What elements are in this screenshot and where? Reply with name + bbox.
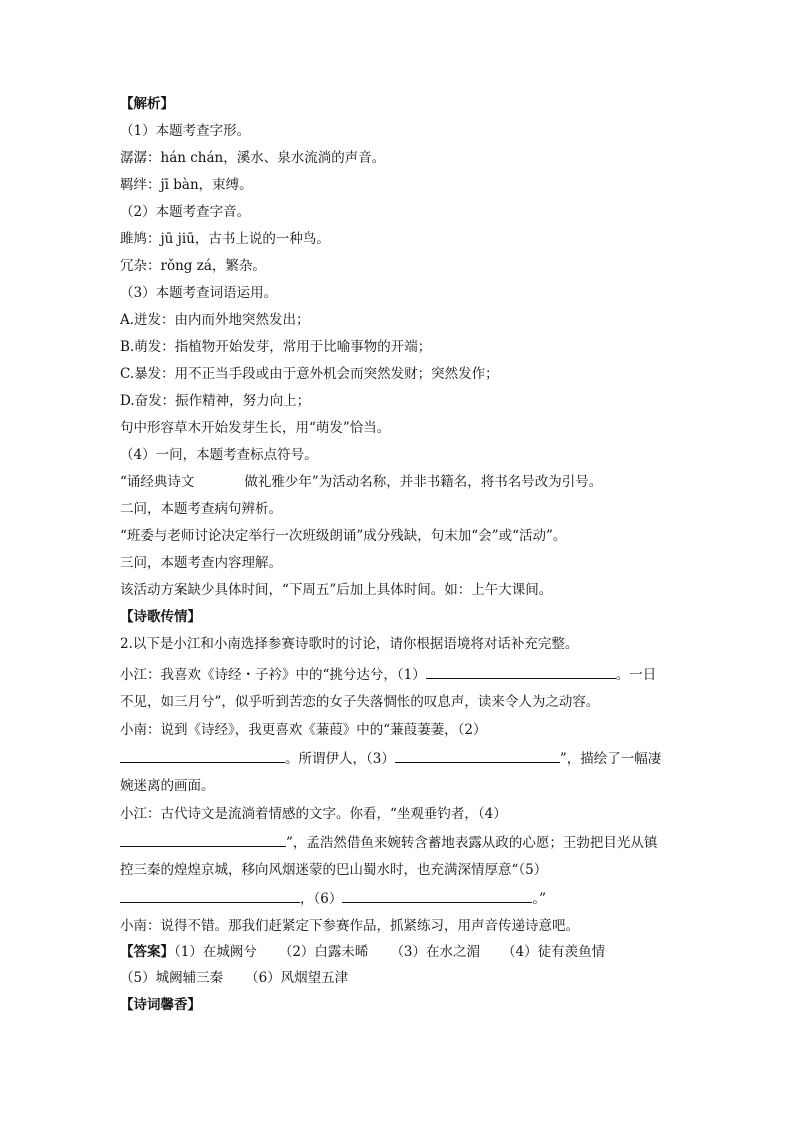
blank-3[interactable] <box>395 750 560 763</box>
dialogue-line <box>120 750 661 767</box>
text-line: 三问，本题考查内容理解。 <box>120 555 282 571</box>
text-line: 羁绊：jī bàn，束缚。 <box>120 177 253 193</box>
text-line: 冗杂：rǒng zá，繁杂。 <box>120 258 266 274</box>
answer-item: （2）白露未晞 <box>278 944 369 960</box>
dialogue-line: 婉迷离的画面。 <box>120 778 215 794</box>
answer-line <box>120 970 348 986</box>
question-2-stem: 2.以下是小江和小南选择参赛诗歌时的讨论，请你根据语境将对话补充完整。 <box>120 636 579 652</box>
dialogue-line: 不见，如三月兮”，似乎听到苦恋的女子失落惆怅的叹息声，读来令人为之动容。 <box>120 694 600 710</box>
answer-item: （3）在水之湄 <box>390 944 481 960</box>
answer-item: （4）徒有羡鱼情 <box>502 944 606 960</box>
text-line: 该活动方案缺少具体时间，“下周五”后加上具体时间。如：上午大课间。 <box>120 582 553 598</box>
text-line: B.萌发：指植物开始发芽，常用于比喻事物的开端； <box>120 339 432 355</box>
question-1-title: （1）本题考查字形。 <box>120 123 251 139</box>
question-2-title: （2）本题考查字音。 <box>120 204 251 220</box>
activity-name-part1: “诵经典诗文 <box>120 474 195 490</box>
answer-line <box>120 944 605 960</box>
dialogue-line: 小南：说到《诗经》，我更喜欢《蒹葭》中的“蒹葭萋萋，（2） <box>120 722 487 738</box>
blank-6[interactable] <box>342 890 532 903</box>
dialogue-text: ”，孟浩然借鱼来婉转含蓄地表露从政的心愿；王勃把目光从镇 <box>286 835 658 851</box>
text-line: 二问，本题考查病句辨析。 <box>120 501 282 517</box>
dialogue-line <box>120 834 657 851</box>
text-line: D.奋发：振作精神，努力向上； <box>120 393 311 409</box>
blank-1[interactable] <box>426 666 616 679</box>
text-line: “班委与老师讨论决定举行一次班级朗诵”成分残缺，句末加“会”或“活动”。 <box>120 528 567 544</box>
dialogue-line <box>120 890 546 907</box>
dialogue-text: 。所谓伊人，（3） <box>285 751 395 767</box>
analysis-heading: 【解析】 <box>120 96 174 112</box>
text-line: 潺潺：hán chán，溪水、泉水流淌的声音。 <box>120 150 386 166</box>
poetry-heading: 【诗歌传情】 <box>120 609 201 625</box>
blank-5[interactable] <box>120 890 300 903</box>
dialogue-line: 小南：说得不错。那我们赶紧定下参赛作品，抓紧练习，用声音传递诗意吧。 <box>120 918 579 934</box>
dialogue-line: 控三秦的煌煌京城，移向风烟迷蒙的巴山蜀水时，也充满深情厚意“（5） <box>120 862 548 878</box>
activity-name-part2: 做礼雅少年”为活动名称，并非书籍名，将书名号改为引号。 <box>244 474 603 490</box>
dialogue-text: 。一日 <box>615 667 657 683</box>
dialogue-text: ”，描绘了一幅凄 <box>559 751 662 767</box>
blank-4[interactable] <box>120 834 286 847</box>
dialogue-text: ，（6） <box>300 891 343 907</box>
dialogue-text: 。” <box>532 891 546 907</box>
dialogue-line <box>120 666 656 683</box>
next-section-heading: 【诗词馨香】 <box>120 997 201 1013</box>
text-line: A.迸发：由内而外地突然发出； <box>120 312 310 328</box>
answer-item: （5）城阙辅三秦 <box>120 970 224 986</box>
question-4-title: （4）一问，本题考查标点符号。 <box>120 447 318 463</box>
text-line: C.暴发：用不正当手段或由于意外机会而突然发财；突然发作； <box>120 366 499 382</box>
text-line: 句中形容草木开始发芽生长，用“萌发”恰当。 <box>120 420 391 436</box>
blank-2[interactable] <box>120 750 285 763</box>
dialogue-text: 小江：我喜欢《诗经・子衿》中的“挑兮达兮，（1） <box>120 667 426 683</box>
dialogue-line: 小江：古代诗文是流淌着情感的文字。你看，“坐观垂钓者，（4） <box>120 806 507 822</box>
question-3-title: （3）本题考查词语运用。 <box>120 285 278 301</box>
text-line <box>120 474 602 490</box>
answer-item: （6）风烟望五津 <box>245 970 349 986</box>
text-line: 雎鸠：jū jiū，古书上说的一种鸟。 <box>120 231 330 247</box>
answer-label: 【答案】 <box>120 944 174 960</box>
answer-item: （1）在城阙兮 <box>174 944 257 960</box>
